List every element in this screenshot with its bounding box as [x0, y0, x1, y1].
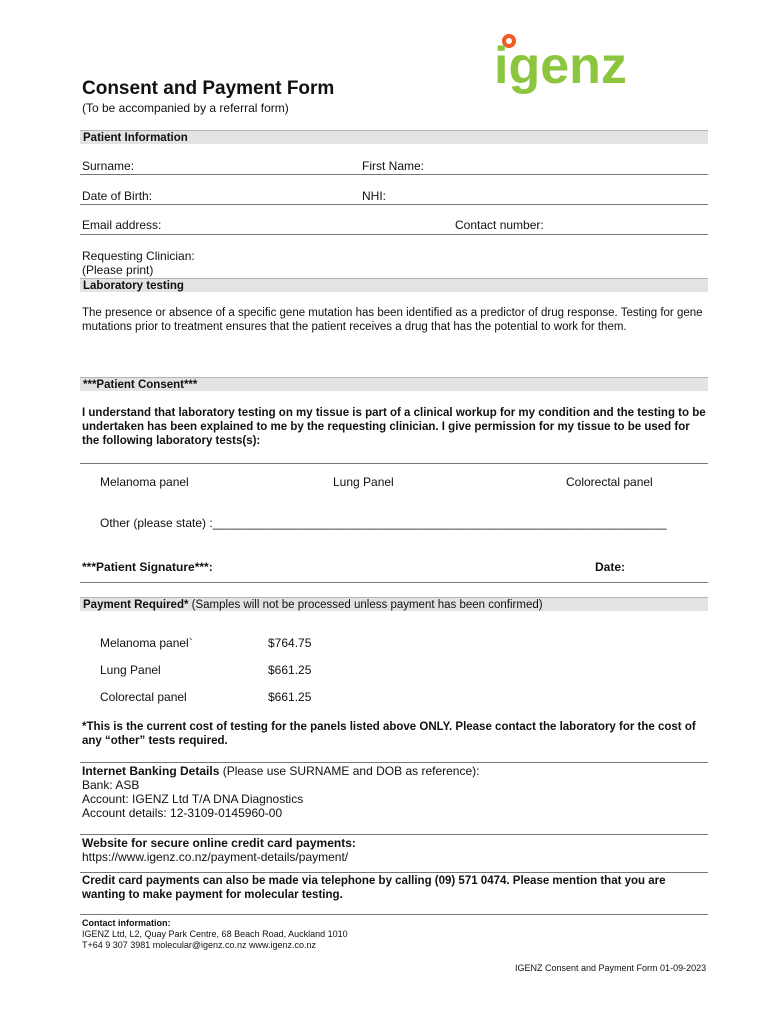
- contact-phone-email: T+64 9 307 3981 molecular@igenz.co.nz www.igenz.co.nz: [82, 940, 317, 950]
- footer-form-id: IGENZ Consent and Payment Form 01-09-2023: [515, 963, 707, 973]
- payment-item-price: $764.75: [268, 636, 312, 650]
- divider: [80, 234, 708, 235]
- signature-label: ***Patient Signature***:: [82, 560, 213, 574]
- bank-account-details: Account details: 12-3109-0145960-00: [82, 806, 283, 820]
- option-lung[interactable]: Lung Panel: [333, 475, 394, 489]
- date-label: Date:: [595, 560, 626, 574]
- lab-testing-heading: Laboratory testing: [80, 278, 708, 292]
- divider: [80, 762, 708, 763]
- divider: [80, 872, 708, 873]
- payment-item-name: Lung Panel: [100, 663, 161, 677]
- divider: [80, 582, 708, 583]
- divider: [80, 914, 708, 915]
- payment-item-price: $661.25: [268, 690, 312, 704]
- divider: [80, 204, 708, 205]
- clinician-label: Requesting Clinician:: [82, 249, 195, 263]
- dob-label: Date of Birth:: [82, 189, 153, 203]
- consent-heading: ***Patient Consent***: [80, 377, 708, 391]
- igenz-logo: [494, 33, 644, 97]
- payment-note: *This is the current cost of testing for the panels listed above ONLY. Please contact the laboratory for the cost of any “other” tests required.: [82, 721, 696, 747]
- other-tests-field[interactable]: Other (please state) :____________________________________________________________________: [100, 516, 667, 530]
- bank-account: Account: IGENZ Ltd T/A DNA Diagnostics: [82, 792, 304, 806]
- option-melanoma[interactable]: Melanoma panel: [100, 475, 189, 489]
- website-heading: Website for secure online credit card payments:: [82, 836, 356, 850]
- contact-address: IGENZ Ltd, L2, Quay Park Centre, 68 Beach Road, Auckland 1010: [82, 929, 348, 939]
- nhi-label: NHI:: [362, 189, 386, 203]
- banking-heading: Internet Banking Details (Please use SURNAME and DOB as reference):: [82, 764, 480, 778]
- payment-item-price: $661.25: [268, 663, 312, 677]
- bank-name: Bank: ASB: [82, 778, 140, 792]
- first-name-label: First Name:: [362, 159, 425, 173]
- payment-url-link[interactable]: https://www.igenz.co.nz/payment-details/payment/: [82, 850, 349, 864]
- page-subtitle: (To be accompanied by a referral form): [82, 101, 289, 115]
- surname-label: Surname:: [82, 159, 135, 173]
- divider: [80, 463, 708, 464]
- lab-testing-text: The presence or absence of a specific gene mutation has been identified as a predictor of drug response. Testing for gene mutations prior to treatment ensures that the patient receives a drug that has the potential to work for them.: [82, 307, 703, 333]
- payment-item-name: Melanoma panel`: [100, 636, 193, 650]
- patient-info-heading: Patient Information: [80, 130, 708, 144]
- clinician-note: (Please print): [82, 263, 154, 277]
- consent-text: I understand that laboratory testing on my tissue is part of a clinical workup for my condition and the testing to be undertaken has been explained to me by the requesting clinician. I give permission for my tissue to be used for the following laboratory tests(s):: [82, 407, 706, 447]
- logo-text: igenz: [494, 37, 627, 95]
- divider: [80, 174, 708, 175]
- phone-payment-text: Credit card payments can also be made via telephone by calling (09) 571 0474. Please mention that you are wanting to make payment for molecular testing.: [82, 875, 666, 901]
- contact-heading: Contact information:: [82, 918, 171, 928]
- payment-heading: Payment Required* (Samples will not be processed unless payment has been confirmed): [80, 597, 708, 611]
- email-label: Email address:: [82, 218, 162, 232]
- page-title: Consent and Payment Form: [82, 78, 335, 99]
- option-colorectal[interactable]: Colorectal panel: [566, 475, 653, 489]
- contact-number-label: Contact number:: [455, 218, 544, 232]
- payment-item-name: Colorectal panel: [100, 690, 187, 704]
- divider: [80, 834, 708, 835]
